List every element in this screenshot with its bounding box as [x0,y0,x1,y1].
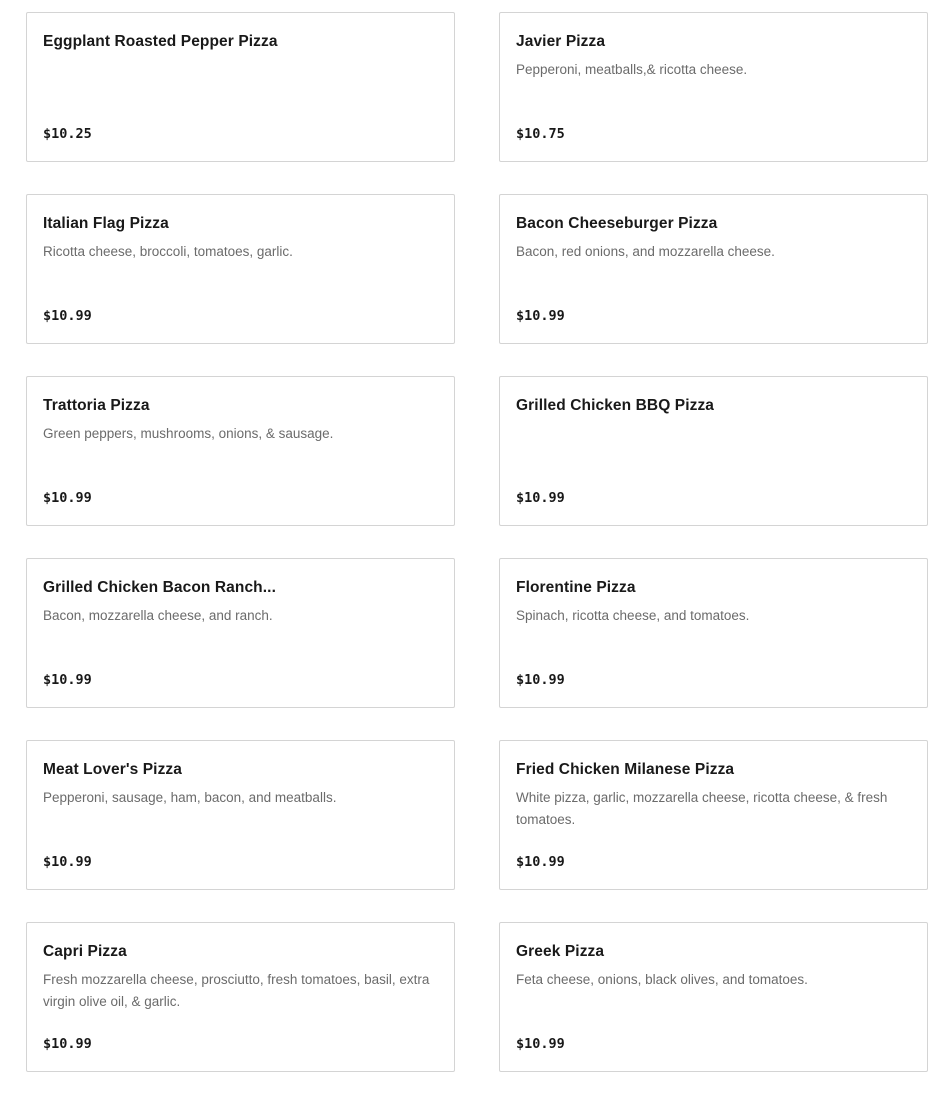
menu-item-card[interactable] [26,922,455,1072]
menu-item-card[interactable] [26,740,455,890]
menu-item-name: Grilled Chicken Bacon Ranch... [43,579,276,596]
menu-item-price: $10.99 [516,308,565,324]
menu-item-price: $10.99 [516,672,565,688]
menu-item-price: $10.99 [43,1036,92,1052]
menu-item-name: Trattoria Pizza [43,397,150,414]
menu-item-card[interactable] [26,12,455,162]
menu-item-description: Fresh mozzarella cheese, prosciutto, fresh tomatoes, basil, extra virgin olive oil, & garlic. [43,972,430,1009]
menu-item-name: Fried Chicken Milanese Pizza [516,761,735,778]
menu-item-description: Green peppers, mushrooms, onions, & sausage. [43,426,334,441]
menu-item-name: Florentine Pizza [516,579,636,596]
menu-item-card[interactable] [499,558,928,708]
menu-item-description: Pepperoni, meatballs,& ricotta cheese. [516,62,748,77]
menu-item-card[interactable] [499,922,928,1072]
menu-item-price: $10.75 [516,126,565,142]
menu-item-name: Bacon Cheeseburger Pizza [516,215,718,232]
menu-item-price: $10.99 [516,854,565,870]
menu-item-price: $10.99 [43,308,92,324]
menu-item-price: $10.99 [43,854,92,870]
menu-item-card[interactable] [499,740,928,890]
menu-item-description: Bacon, mozzarella cheese, and ranch. [43,608,273,623]
menu-item-name: Capri Pizza [43,943,127,960]
menu-item-description: Ricotta cheese, broccoli, tomatoes, garlic. [43,244,293,259]
menu-item-description: Spinach, ricotta cheese, and tomatoes. [516,608,750,623]
menu-item-price: $10.99 [516,490,565,506]
menu-item-card[interactable] [499,376,928,526]
menu-item-name: Greek Pizza [516,943,605,960]
menu-item-name: Eggplant Roasted Pepper Pizza [43,33,278,50]
menu-item-price: $10.25 [43,126,92,142]
menu-item-card[interactable] [26,194,455,344]
menu-item-description: Bacon, red onions, and mozzarella cheese. [516,244,775,259]
menu-item-description: Pepperoni, sausage, ham, bacon, and meatballs. [43,790,337,805]
menu-item-card[interactable] [26,558,455,708]
menu-item-card[interactable] [26,376,455,526]
menu-item-description: Feta cheese, onions, black olives, and tomatoes. [516,972,808,987]
menu-item-price: $10.99 [43,490,92,506]
menu-item-description: White pizza, garlic, mozzarella cheese, ricotta cheese, & fresh tomatoes. [516,790,888,827]
menu-item-name: Italian Flag Pizza [43,215,169,232]
menu-item-name: Meat Lover's Pizza [43,761,183,778]
menu-item-name: Javier Pizza [516,33,606,50]
menu-item-card[interactable] [499,12,928,162]
menu-item-name: Grilled Chicken BBQ Pizza [516,397,715,414]
menu-item-price: $10.99 [43,672,92,688]
menu-item-price: $10.99 [516,1036,565,1052]
menu-item-card[interactable] [499,194,928,344]
